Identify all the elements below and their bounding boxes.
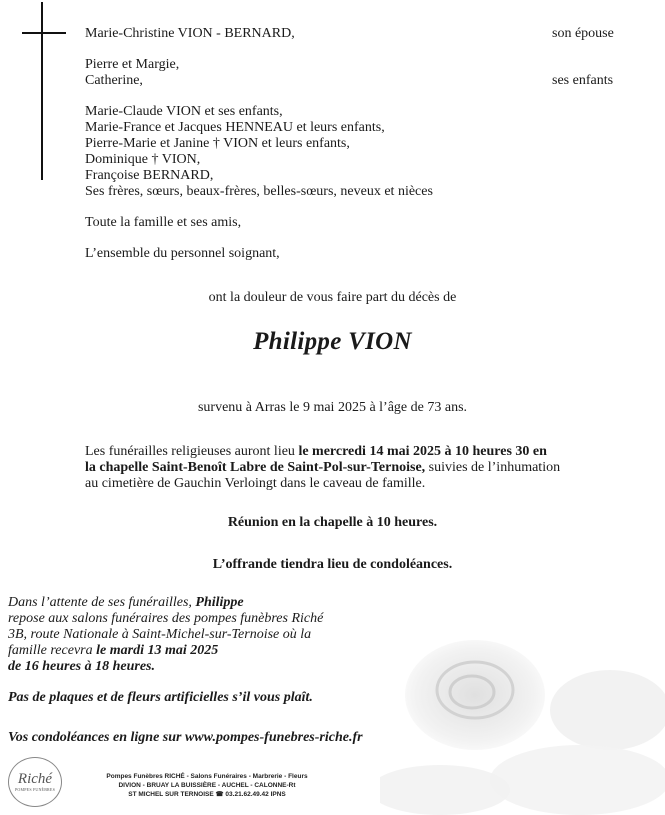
offering-info: L’offrande tiendra lieu de condoléances. bbox=[212, 557, 453, 572]
relative-line: Marie-France et Jacques HENNEAU et leurs enfants, bbox=[85, 120, 385, 135]
waiting-line-5: de 16 heures à 18 heures. bbox=[8, 659, 156, 674]
children-role: ses enfants bbox=[552, 73, 614, 88]
relative-line: Ses frères, sœurs, beaux-frères, belles-sœurs, neveux et nièces bbox=[85, 184, 433, 199]
footer-line-2: DIVION - BRUAY LA BUISSIÈRE - AUCHEL - CALONNE-Rt bbox=[118, 782, 296, 789]
family-friends: Toute la famille et ses amis, bbox=[85, 215, 242, 230]
rose-decoration bbox=[380, 600, 665, 815]
no-flowers-note: Pas de plaques et de fleurs artificielles s’il vous plaît. bbox=[8, 690, 313, 705]
funeral-line-2: la chapelle Saint-Benoît Labre de Saint-Pol-sur-Ternoise, suivies de l’inhumation bbox=[85, 460, 561, 475]
spouse-name: Marie-Christine VION - BERNARD, bbox=[85, 26, 295, 41]
relative-line: Pierre-Marie et Janine † VION et leurs enfants, bbox=[85, 136, 350, 151]
relative-line: Dominique † VION, bbox=[85, 152, 201, 167]
spouse-role: son épouse bbox=[552, 26, 614, 41]
funeral-line-3: au cimetière de Gauchin Verloingt dans le caveau de famille. bbox=[85, 476, 426, 491]
online-condolences: Vos condoléances en ligne sur www.pompes-funebres-riche.fr bbox=[8, 730, 363, 745]
relative-line: Françoise BERNARD, bbox=[85, 168, 214, 183]
cross-icon-bar bbox=[22, 32, 66, 34]
logo-sub: POMPES FUNÈBRES bbox=[14, 787, 55, 792]
announcement-text: ont la douleur de vous faire part du décès de bbox=[208, 290, 457, 305]
care-staff: L’ensemble du personnel soignant, bbox=[85, 246, 280, 261]
footer bbox=[72, 772, 342, 799]
funeral-line-1: Les funérailles religieuses auront lieu le mercredi 14 mai 2025 à 10 heures 30 en bbox=[85, 444, 547, 459]
children-line-2: Catherine, bbox=[85, 73, 143, 88]
logo-name: Riché bbox=[17, 771, 53, 787]
footer-line-3: ST MICHEL SUR TERNOISE ☎ 03.21.62.49.42 IPNS bbox=[128, 791, 286, 798]
waiting-line-2: repose aux salons funéraires des pompes funèbres Riché bbox=[8, 611, 324, 626]
relative-line: Marie-Claude VION et ses enfants, bbox=[85, 104, 283, 119]
waiting-line-4: famille recevra le mardi 13 mai 2025 bbox=[8, 643, 219, 658]
death-info: survenu à Arras le 9 mai 2025 à l’âge de 73 ans. bbox=[197, 400, 468, 415]
riche-logo bbox=[8, 757, 62, 807]
waiting-line-1: Dans l’attente de ses funérailles, Philippe bbox=[8, 595, 244, 610]
cross-icon bbox=[41, 2, 43, 180]
footer-line-1: Pompes Funèbres RICHÉ - Salons Funéraires - Marbrerie - Fleurs bbox=[106, 773, 308, 780]
children-line-1: Pierre et Margie, bbox=[85, 57, 180, 72]
waiting-line-3: 3B, route Nationale à Saint-Michel-sur-Ternoise où la bbox=[8, 627, 312, 642]
meeting-info: Réunion en la chapelle à 10 heures. bbox=[227, 515, 438, 530]
deceased-name: Philippe VION bbox=[253, 328, 412, 355]
